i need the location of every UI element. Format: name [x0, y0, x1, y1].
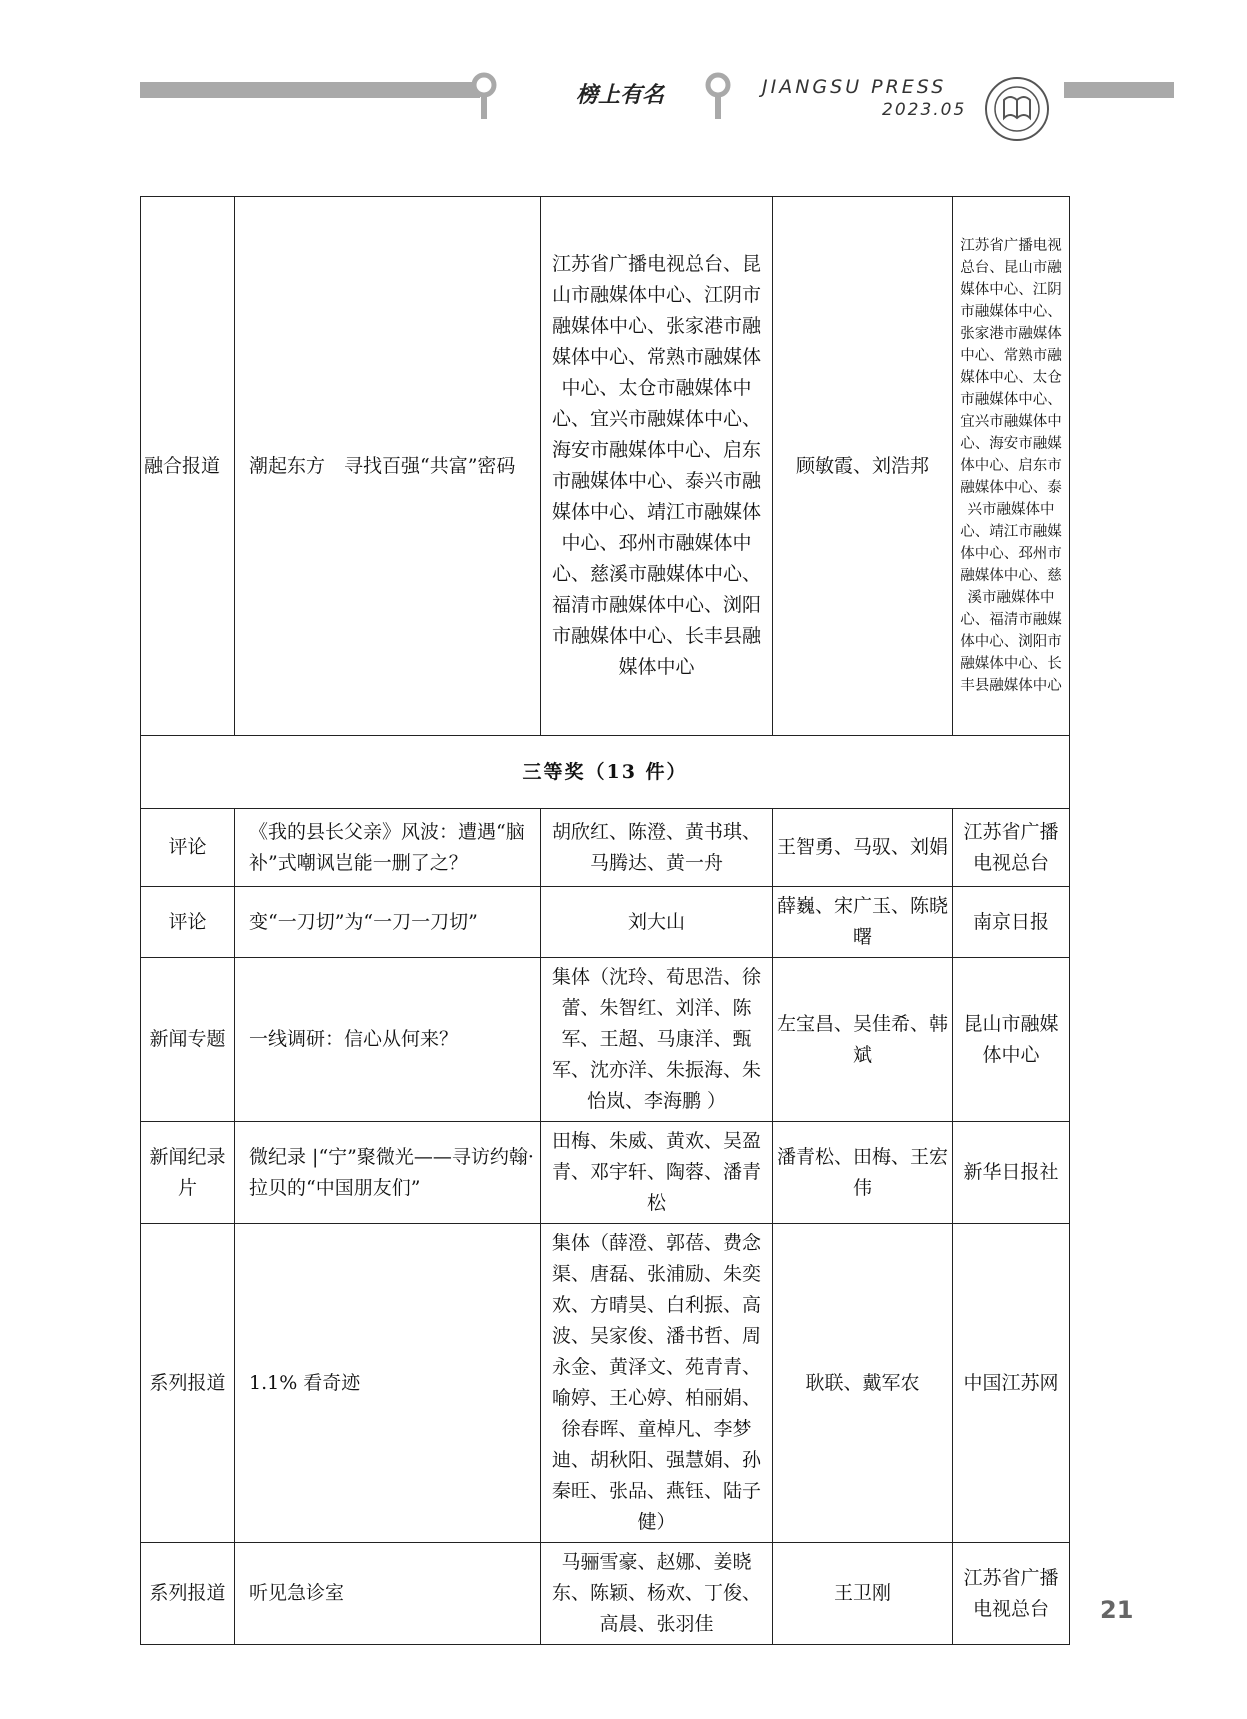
table-row: [141, 197, 1070, 736]
map-pin-icon: [704, 72, 732, 120]
table-row: [141, 958, 1070, 1122]
category-cell: 新闻纪录片: [141, 1122, 235, 1224]
page-number: 21: [1100, 1596, 1134, 1624]
category-cell: 融合报道: [141, 197, 235, 736]
unit-cell: 新华日报社: [953, 1122, 1070, 1224]
authors-cell: 集体（薛澄、郭蓓、费念渠、唐磊、张浦励、朱奕欢、方晴昊、白利振、高波、吴家俊、潘书哲、周永金、黄泽文、苑青青、喻婷、王心婷、柏丽娟、徐春晖、童棹凡、李梦迪、胡秋阳、强慧娟、孙秦旺、张品、燕钰、陆子健）: [541, 1224, 773, 1543]
unit-cell: 江苏省广播电视总台: [953, 809, 1070, 887]
title-cell: 听见急诊室: [235, 1543, 541, 1645]
unit-cell: 中国江苏网: [953, 1224, 1070, 1543]
title-cell: 潮起东方 寻找百强“共富”密码: [235, 197, 541, 736]
section-title: 榜上有名: [575, 83, 664, 108]
table-row: [141, 1224, 1070, 1543]
title-cell: 一线调研：信心从何来？: [235, 958, 541, 1122]
unit-cell: 江苏省广播电视总台: [953, 1543, 1070, 1645]
authors-cell: 田梅、朱威、黄欢、吴盈青、邓宇轩、陶蓉、潘青松: [541, 1122, 773, 1224]
category-cell: 评论: [141, 887, 235, 958]
unit-cell: 南京日报: [953, 887, 1070, 958]
editors-cell: 王卫刚: [773, 1543, 953, 1645]
category-cell: 系列报道: [141, 1543, 235, 1645]
editors-cell: 左宝昌、吴佳希、韩斌: [773, 958, 953, 1122]
unit-cell: 江苏省广播电视总台、昆山市融媒体中心、江阴市融媒体中心、张家港市融媒体中心、常熟市融媒体中心、太仓市融媒体中心、宜兴市融媒体中心、海安市融媒体中心、启东市融媒体中心、泰兴市融媒体中心、靖江市融媒体中心、邳州市融媒体中心、慈溪市融媒体中心、福清市融媒体中心、浏阳市融媒体中心、长丰县融媒体中心: [953, 197, 1070, 736]
category-cell: 新闻专题: [141, 958, 235, 1122]
editors-cell: 王智勇、马驭、刘娟: [773, 809, 953, 887]
section-header-row: [141, 736, 1070, 809]
header-bar-right: [1064, 82, 1174, 98]
map-pin-icon: [470, 72, 498, 120]
title-cell: 变“一刀切”为“一刀一刀切”: [235, 887, 541, 958]
editors-cell: 耿联、戴军农: [773, 1224, 953, 1543]
authors-cell: 刘大山: [541, 887, 773, 958]
awards-table: [140, 196, 1070, 1645]
table-row: [141, 887, 1070, 958]
unit-cell: 昆山市融媒体中心: [953, 958, 1070, 1122]
table-row: [141, 1543, 1070, 1645]
title-cell: 《我的县长父亲》风波：遭遇“脑补”式嘲讽岂能一删了之？: [235, 809, 541, 887]
authors-cell: 胡欣红、陈澄、黄书琪、马腾达、黄一舟: [541, 809, 773, 887]
title-cell: 1.1% 看奇迹: [235, 1224, 541, 1543]
authors-cell: 江苏省广播电视总台、昆山市融媒体中心、江阴市融媒体中心、张家港市融媒体中心、常熟市融媒体中心、太仓市融媒体中心、宜兴市融媒体中心、海安市融媒体中心、启东市融媒体中心、泰兴市融媒体中心、靖江市融媒体中心、邳州市融媒体中心、慈溪市融媒体中心、福清市融媒体中心、浏阳市融媒体中心、长丰县融媒体中心: [541, 197, 773, 736]
authors-cell: 马骊雪豪、赵娜、姜晓东、陈颖、杨欢、丁俊、高晨、张羽佳: [541, 1543, 773, 1645]
authors-cell: 集体（沈玲、荀思浩、徐蕾、朱智红、刘洋、陈军、王超、马康洋、甄军、沈亦洋、朱振海、朱怡岚、李海鹏 ）: [541, 958, 773, 1122]
press-name: JIANGSU PRESS: [762, 76, 947, 98]
title-cell: 微纪录 |“宁”聚微光——寻访约翰·拉贝的“中国朋友们”: [235, 1122, 541, 1224]
press-issue: 2023.05: [882, 100, 967, 120]
table-row: [141, 809, 1070, 887]
table-row: [141, 1122, 1070, 1224]
editors-cell: 潘青松、田梅、王宏伟: [773, 1122, 953, 1224]
category-cell: 评论: [141, 809, 235, 887]
editors-cell: 顾敏霞、刘浩邦: [773, 197, 953, 736]
editors-cell: 薛巍、宋广玉、陈晓曙: [773, 887, 953, 958]
third-prize-title: 三等奖（13 件）: [141, 736, 1070, 809]
category-cell: 系列报道: [141, 1224, 235, 1543]
journal-seal-icon: [984, 76, 1050, 142]
header-bar-left: [140, 82, 480, 98]
